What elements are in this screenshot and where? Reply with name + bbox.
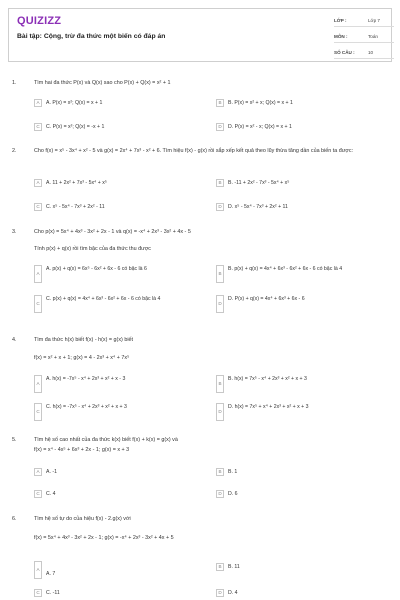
- meta-subject: [334, 31, 394, 43]
- option-letter-box[interactable]: C: [34, 295, 42, 313]
- meta-label: LỚP :: [334, 18, 347, 23]
- option-text: C. p(x) + q(x) = 4x⁴ + 6x³ - 6x² + 6x - 6 có bậc là 4: [46, 296, 161, 302]
- option-text: D. h(x) = 7x⁵ + x⁴ + 2x³ + x² + x + 3: [228, 404, 309, 410]
- option-text: B. P(x) = x² + x; Q(x) = x + 1: [228, 100, 293, 106]
- question-number: 3.: [12, 229, 17, 235]
- question-number: 6.: [12, 516, 17, 522]
- worksheet-title: Bài tập: Cộng, trừ đa thức một biến có đáp án: [17, 33, 166, 40]
- option-letter-box[interactable]: A: [34, 468, 42, 476]
- option-letter-box[interactable]: A: [34, 179, 42, 187]
- option-letter-box[interactable]: B: [216, 375, 224, 393]
- question-number: 1.: [12, 80, 17, 86]
- question-text: Tìm hai đa thức P(x) và Q(x) sao cho P(x) + Q(x) = x² + 1: [34, 80, 171, 86]
- question-number: 5.: [12, 437, 17, 443]
- option-text: B. p(x) + q(x) = 4x⁴ + 6x³ - 6x² + 6x - 6 có bậc là 4: [228, 266, 343, 272]
- option-text: D. x⁵ - 5x⁴ - 7x³ + 2x² + 11: [228, 204, 288, 210]
- option-text: A. p(x) + q(x) = 6x⁵ - 6x² + 6x - 6 có bậc là 6: [46, 266, 147, 272]
- option-letter-box[interactable]: A: [34, 265, 42, 283]
- question-number: 4.: [12, 337, 17, 343]
- question-subtext: f(x) = x⁴ - 4x⁵ + 6x³ + 2x - 1; g(x) = x + 3: [34, 447, 130, 453]
- question-subtext: f(x) = x² + x + 1; g(x) = 4 - 2x³ + x⁴ + 7x⁵: [34, 355, 130, 361]
- option-letter-box[interactable]: C: [34, 203, 42, 211]
- meta-label: MÔN :: [334, 34, 348, 39]
- meta-value: 10: [368, 50, 374, 55]
- meta-label: SỐ CÂU :: [334, 50, 355, 55]
- option-letter-box[interactable]: D: [216, 295, 224, 313]
- question-text: Cho p(x) = 5x⁴ + 4x³ - 3x² + 2x - 1 và q(x) = -x⁴ + 2x³ - 3x² + 4x - 5: [34, 229, 191, 235]
- option-letter-box[interactable]: C: [34, 490, 42, 498]
- option-letter-box[interactable]: C: [34, 589, 42, 597]
- question-text: Tìm đa thức h(x) biết f(x) - h(x) = g(x) biết: [34, 337, 134, 343]
- option-text: D. 6: [228, 491, 238, 497]
- option-letter-box[interactable]: D: [216, 203, 224, 211]
- option-text: A. -1: [46, 469, 57, 475]
- question-number: 2.: [12, 148, 17, 154]
- option-letter-box[interactable]: C: [34, 403, 42, 421]
- option-text: D. P(x) + q(x) = 4x⁴ + 6x³ + 6x - 6: [228, 296, 305, 302]
- option-letter-box[interactable]: A: [34, 375, 42, 393]
- question-text: Tìm hệ số cao nhất của đa thức k(x) biết f(x) + k(x) = g(x) và: [34, 437, 178, 443]
- option-letter-box[interactable]: D: [216, 403, 224, 421]
- meta-grade: [334, 15, 394, 27]
- option-letter-box[interactable]: B: [216, 563, 224, 571]
- option-text: C. 4: [46, 491, 56, 497]
- option-text: D. 4: [228, 590, 238, 596]
- meta-value: Toán: [368, 34, 378, 39]
- option-letter-box[interactable]: C: [34, 123, 42, 131]
- option-text: C. -11: [46, 590, 60, 596]
- option-text: B. -11 + 2x² - 7x³ - 5x⁴ + x⁵: [228, 180, 290, 186]
- option-text: A. h(x) = -7x⁵ - x⁴ + 2x³ + x² + x - 3: [46, 376, 126, 382]
- question-subtext: Tính p(x) + q(x) rồi tìm bậc của đa thức thu được: [34, 246, 151, 252]
- worksheet-header: [8, 8, 392, 62]
- question-subtext: f(x) = 5x⁴ + 4x³ - 3x² + 2x - 1; g(x) = -x⁴ + 2x³ - 3x² + 4x + 5: [34, 535, 174, 541]
- question-text: Tìm hệ số tự do của hiệu f(x) - 2.g(x) với: [34, 516, 131, 522]
- meta-question-count: [334, 47, 394, 59]
- option-text: C. P(x) = x²; Q(x) = -x + 1: [46, 124, 105, 130]
- option-letter-box[interactable]: A: [34, 561, 42, 579]
- option-text: A. 7: [46, 571, 56, 577]
- option-letter-box[interactable]: D: [216, 490, 224, 498]
- option-letter-box[interactable]: A: [34, 99, 42, 107]
- option-letter-box[interactable]: B: [216, 265, 224, 283]
- quizizz-logo: QUIZIZZ: [17, 15, 62, 27]
- meta-value: Lớp 7: [368, 18, 380, 23]
- option-letter-box[interactable]: B: [216, 99, 224, 107]
- option-letter-box[interactable]: B: [216, 179, 224, 187]
- option-text: B. 11: [228, 564, 240, 570]
- option-text: B. 1: [228, 469, 238, 475]
- option-text: A. P(x) = x²; Q(x) = x + 1: [46, 100, 103, 106]
- option-text: C. x⁵ - 5x⁴ - 7x³ + 2x² - 11: [46, 204, 105, 210]
- option-text: A. 11 + 2x² + 7x³ - 5x⁴ + x⁵: [46, 180, 107, 186]
- option-letter-box[interactable]: B: [216, 468, 224, 476]
- option-text: D. P(x) = x² - x; Q(x) = x + 1: [228, 124, 292, 130]
- question-text: Cho f(x) = x⁵ - 3x⁴ + x² - 5 và g(x) = 2x⁴ + 7x³ - x² + 6. Tìm hiệu f(x) - g(x) rồi sắp xếp kết quả theo lũy thừa tăng dần của biến ta được:: [34, 148, 354, 154]
- option-letter-box[interactable]: D: [216, 589, 224, 597]
- option-letter-box[interactable]: D: [216, 123, 224, 131]
- option-text: B. h(x) = 7x⁵ - x⁴ + 2x³ + x² + x + 3: [228, 376, 307, 382]
- option-text: C. h(x) = -7x⁵ - x⁴ + 2x³ + x² + x + 3: [46, 404, 127, 410]
